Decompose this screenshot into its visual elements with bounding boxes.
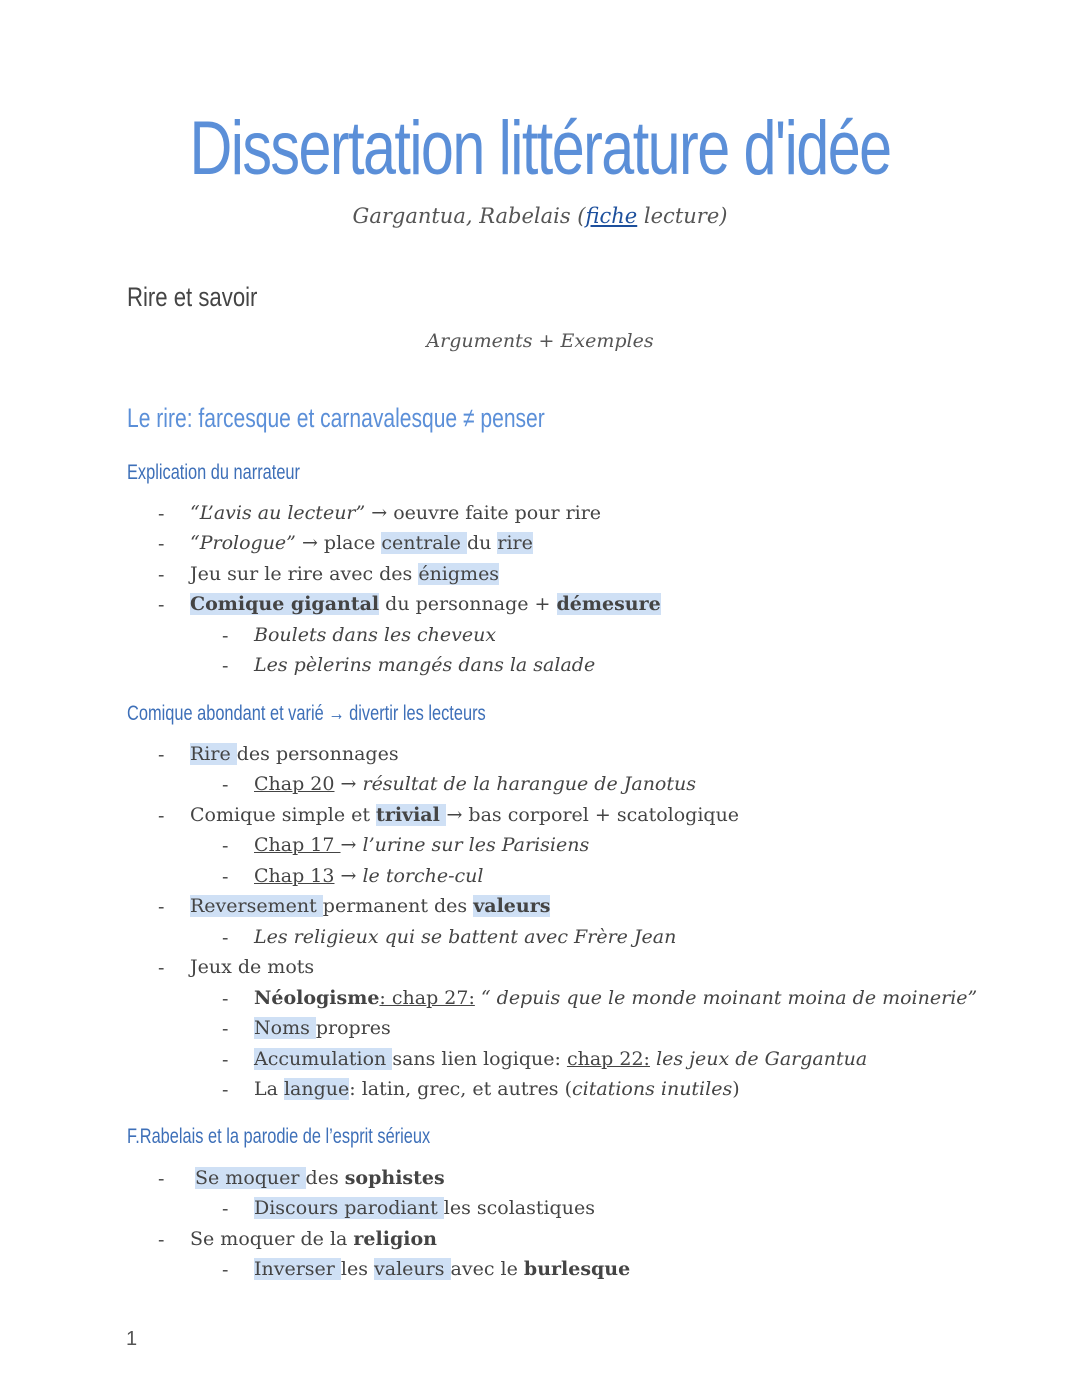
- heading-parodie: F.Rabelais et la parodie de l’esprit sérieux: [127, 1125, 431, 1148]
- bullet-dash: -: [222, 625, 229, 647]
- bullet-dash: -: [222, 927, 229, 949]
- heading-explication: Explication du narrateur: [127, 461, 301, 484]
- bullet-dash: -: [158, 564, 165, 586]
- bullet-dash: -: [222, 1259, 229, 1281]
- bullet-dash: -: [158, 896, 165, 918]
- heading-comique: Comique abondant et varié → divertir les lecteurs: [127, 702, 486, 725]
- subtitle-text-end: lecture): [637, 204, 728, 228]
- bullet-dash: -: [222, 774, 229, 796]
- document-title: Dissertation littérature d'idée: [189, 106, 891, 191]
- list-item: Rire des personnages: [190, 743, 399, 765]
- bullet-dash: -: [158, 1229, 165, 1251]
- page-number: 1: [126, 1328, 138, 1350]
- list-subitem: Les religieux qui se battent avec Frère Jean: [254, 926, 677, 948]
- list-item: Se moquer des sophistes: [195, 1167, 445, 1189]
- bullet-dash: -: [158, 533, 165, 555]
- list-subitem: Noms propres: [254, 1017, 391, 1039]
- bullet-dash: -: [222, 988, 229, 1010]
- list-item: Jeux de mots: [190, 956, 315, 978]
- list-subitem: Chap 20 → résultat de la harangue de Janotus: [254, 773, 696, 795]
- bullet-dash: -: [222, 866, 229, 888]
- list-item: Comique gigantal du personnage + démesure: [190, 593, 661, 615]
- bullet-dash: -: [222, 835, 229, 857]
- list-subitem: Accumulation sans lien logique: chap 22: les jeux de Gargantua: [254, 1048, 868, 1070]
- bullet-dash: -: [158, 503, 165, 525]
- fiche-link[interactable]: fiche: [585, 204, 638, 228]
- list-item: “L’avis au lecteur” → oeuvre faite pour rire: [190, 502, 602, 524]
- bullet-dash: -: [222, 655, 229, 677]
- list-item: Jeu sur le rire avec des énigmes: [190, 563, 500, 585]
- bullet-dash: -: [222, 1079, 229, 1101]
- document-subtitle: [0, 204, 1080, 228]
- bullet-dash: -: [158, 1168, 165, 1190]
- list-item: Se moquer de la religion: [190, 1228, 437, 1250]
- bullet-dash: -: [158, 594, 165, 616]
- bullet-dash: -: [158, 744, 165, 766]
- list-subitem: Boulets dans les cheveux: [254, 624, 497, 646]
- bullet-dash: -: [222, 1198, 229, 1220]
- bullet-dash: -: [222, 1049, 229, 1071]
- section-title: Rire et savoir: [127, 282, 258, 312]
- columns-label: Arguments + Exemples: [426, 330, 654, 352]
- list-item: “Prologue” → place centrale du rire: [190, 532, 533, 554]
- list-subitem: Inverser les valeurs avec le burlesque: [254, 1258, 631, 1280]
- bullet-dash: -: [222, 1018, 229, 1040]
- heading-le-rire: Le rire: farcesque et carnavalesque ≠ penser: [127, 403, 545, 433]
- list-subitem: Les pèlerins mangés dans la salade: [254, 654, 596, 676]
- list-item: Comique simple et trivial → bas corporel + scatologique: [190, 804, 740, 826]
- list-subitem: La langue: latin, grec, et autres (citations inutiles): [254, 1078, 740, 1100]
- list-subitem: Chap 13 → le torche-cul: [254, 865, 484, 887]
- bullet-dash: -: [158, 805, 165, 827]
- bullet-dash: -: [158, 957, 165, 979]
- list-subitem: Chap 17 → l’urine sur les Parisiens: [254, 834, 590, 856]
- list-subitem: Discours parodiant les scolastiques: [254, 1197, 595, 1219]
- subtitle-text: Gargantua, Rabelais (: [352, 204, 586, 228]
- list-item: Reversement permanent des valeurs: [190, 895, 551, 917]
- list-subitem: Néologisme: chap 27: “ depuis que le monde moinant moina de moinerie”: [254, 987, 978, 1009]
